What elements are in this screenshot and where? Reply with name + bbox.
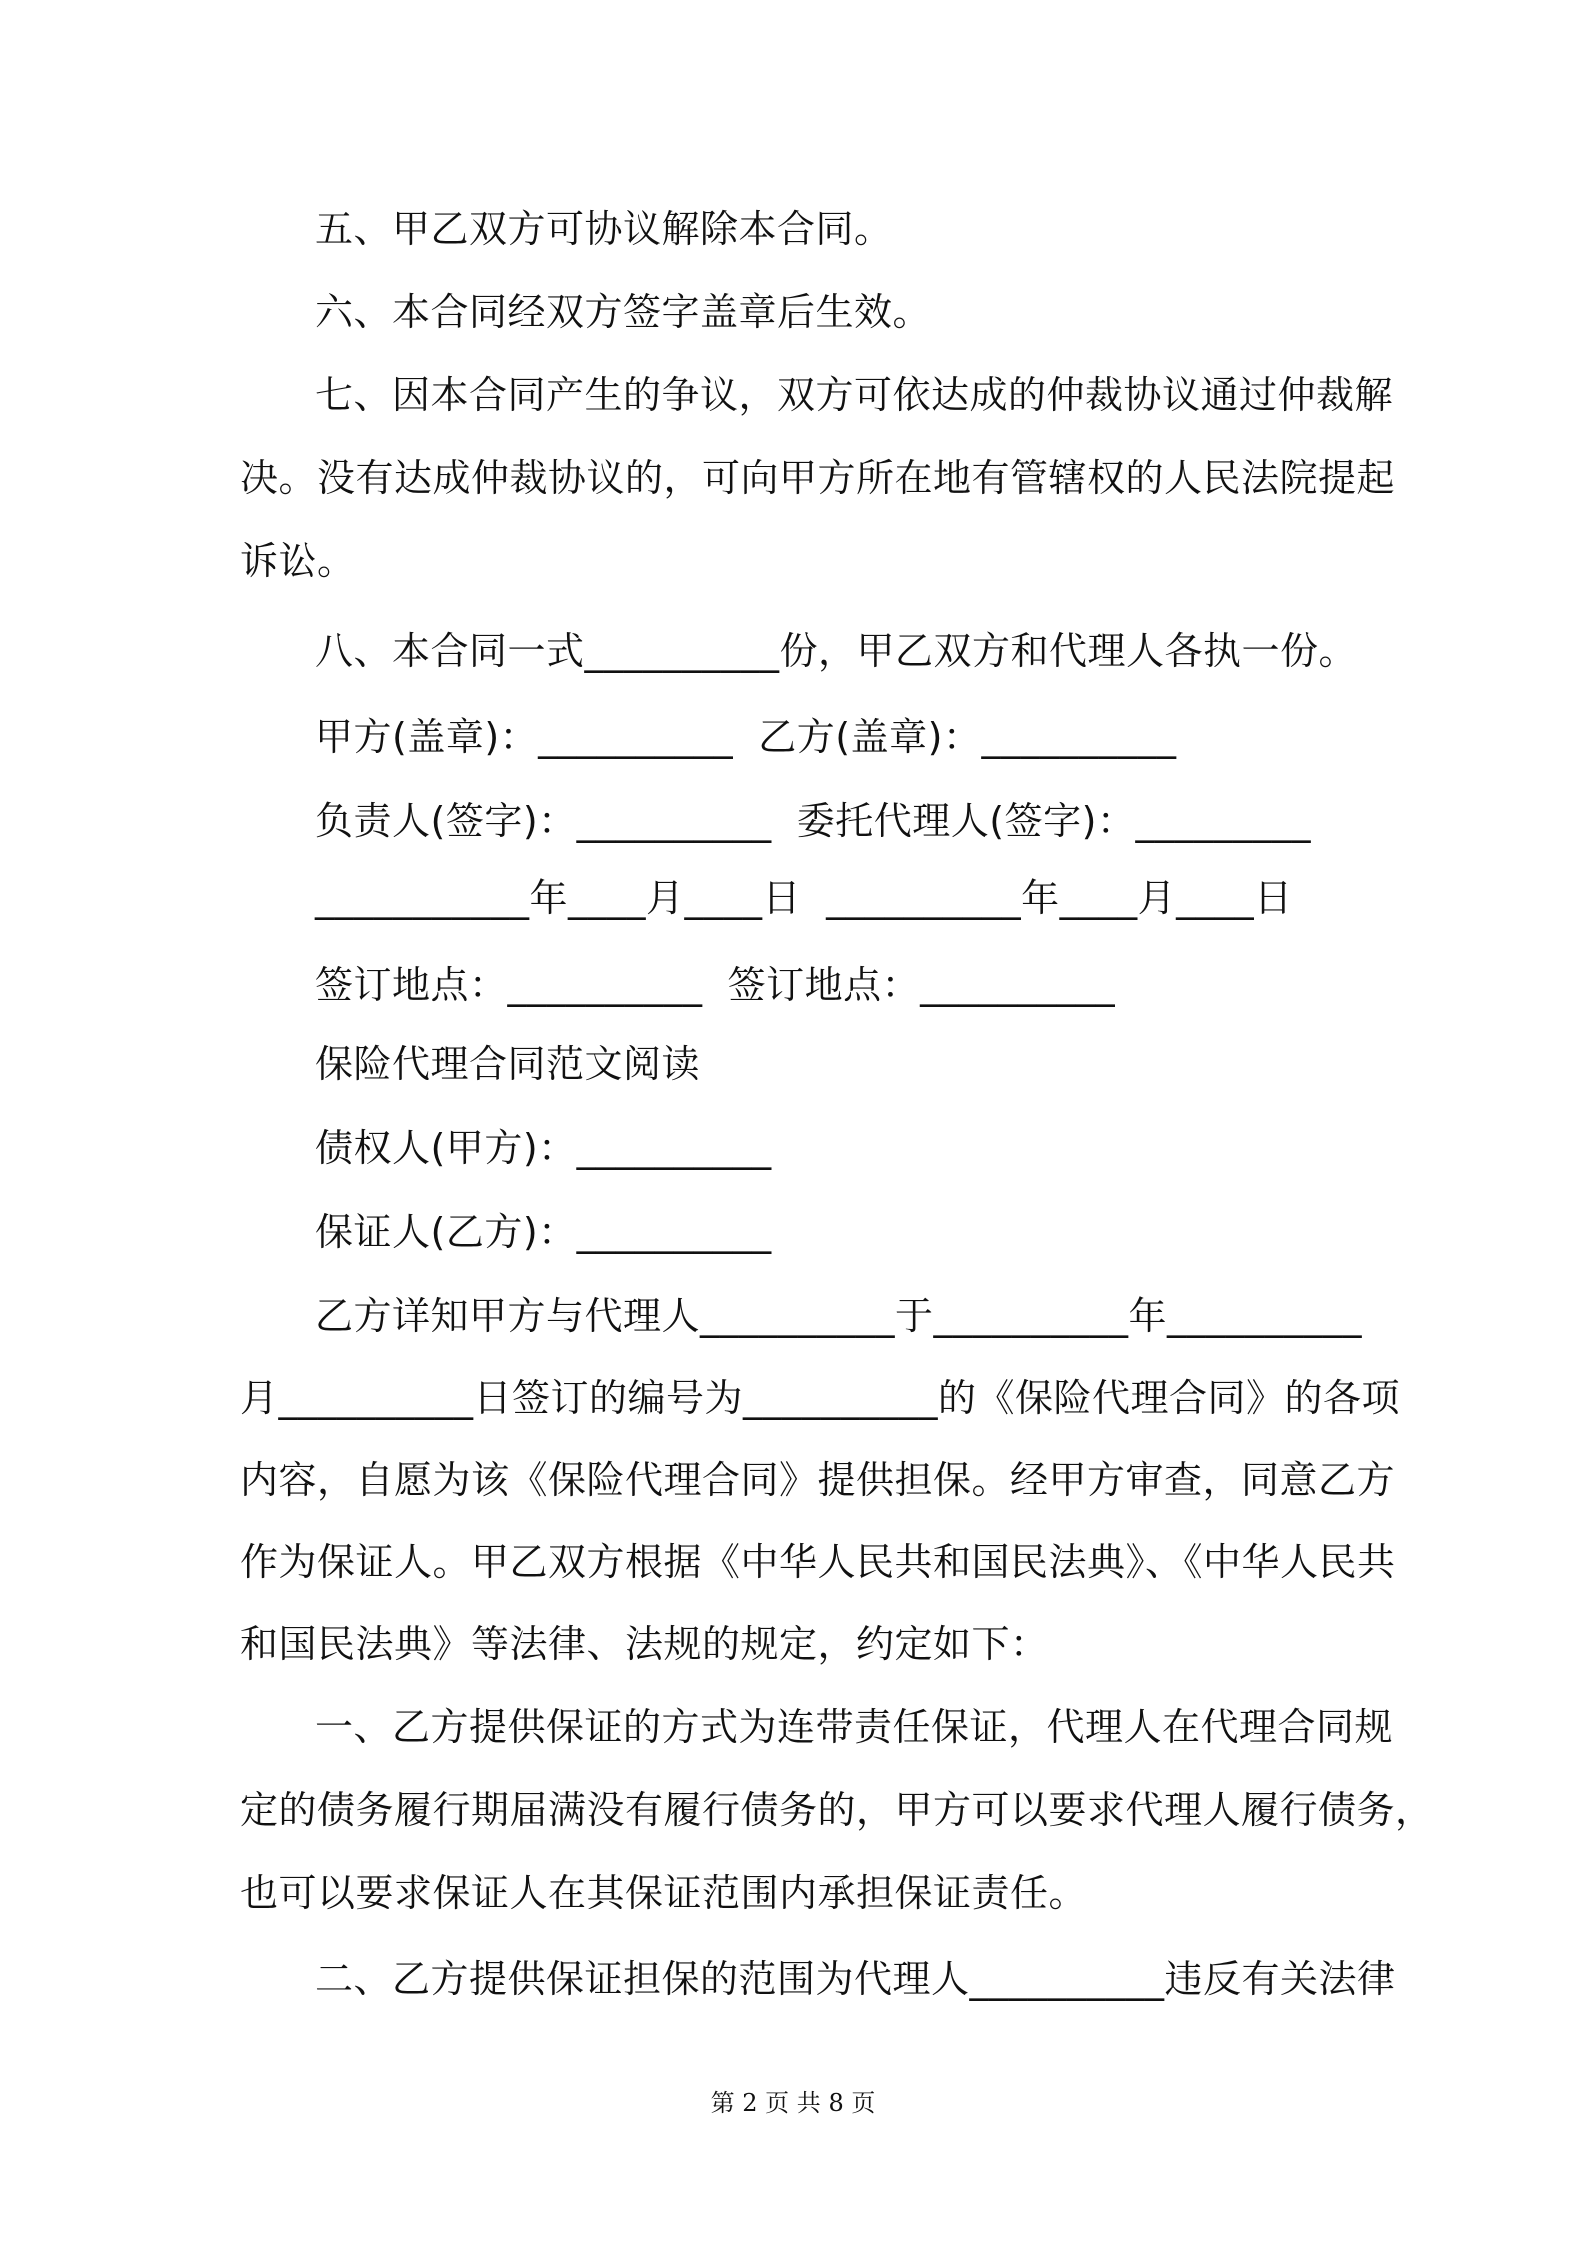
clause-6: 六、本合同经双方签字盖章后生效。 bbox=[315, 290, 932, 334]
clause-7-line-1: 七、因本合同产生的争议，双方可依达成的仲裁协议通过仲裁解 bbox=[315, 373, 1394, 417]
signing-place-line: 签订地点：__________ 签订地点：__________ bbox=[315, 963, 1116, 1007]
clause-5: 五、甲乙双方可协议解除本合同。 bbox=[315, 207, 893, 251]
guarantor-line: 保证人(乙方)：__________ bbox=[315, 1210, 772, 1254]
guarantee-clause-1-line-2: 定的债务履行期届满没有履行债务的，甲方可以要求代理人履行债务， bbox=[240, 1788, 1434, 1832]
guarantee-clause-2-line-1: 二、乙方提供保证担保的范围为代理人__________违反有关法律 bbox=[315, 1957, 1396, 2001]
signature-party-line: 甲方(盖章)：__________ 乙方(盖章)：__________ bbox=[315, 715, 1177, 759]
signature-date-line: ___________年____月____日 __________年____月____日 bbox=[315, 876, 1293, 920]
clause-7-line-3: 诉讼。 bbox=[240, 539, 356, 583]
page-number-footer: 第 2 页 共 8 页 bbox=[710, 2089, 876, 2117]
body-paragraph-line-4: 作为保证人。甲乙双方根据《中华人民共和国民法典》、《中华人民共 bbox=[240, 1540, 1396, 1584]
clause-8: 八、本合同一式__________份，甲乙双方和代理人各执一份。 bbox=[315, 629, 1358, 673]
body-paragraph-line-5: 和国民法典》等法律、法规的规定，约定如下： bbox=[240, 1622, 1049, 1666]
body-paragraph-line-3: 内容，自愿为该《保险代理合同》提供担保。经甲方审查，同意乙方 bbox=[240, 1458, 1396, 1502]
guarantee-clause-1-line-1: 一、乙方提供保证的方式为连带责任保证，代理人在代理合同规 bbox=[315, 1705, 1394, 1749]
body-paragraph-line-2: 月__________日签订的编号为__________的《保险代理合同》的各项 bbox=[240, 1376, 1401, 1420]
body-paragraph-line-1: 乙方详知甲方与代理人__________于__________年__________ bbox=[315, 1294, 1363, 1338]
creditor-line: 债权人(甲方)：__________ bbox=[315, 1126, 772, 1170]
clause-7-line-2: 决。没有达成仲裁协议的，可向甲方所在地有管辖权的人民法院提起 bbox=[240, 456, 1396, 500]
guarantee-clause-1-line-3: 也可以要求保证人在其保证范围内承担保证责任。 bbox=[240, 1871, 1088, 1915]
section-heading: 保险代理合同范文阅读 bbox=[315, 1042, 701, 1086]
signature-person-line: 负责人(签字)：__________ 委托代理人(签字)：_________ bbox=[315, 799, 1311, 843]
